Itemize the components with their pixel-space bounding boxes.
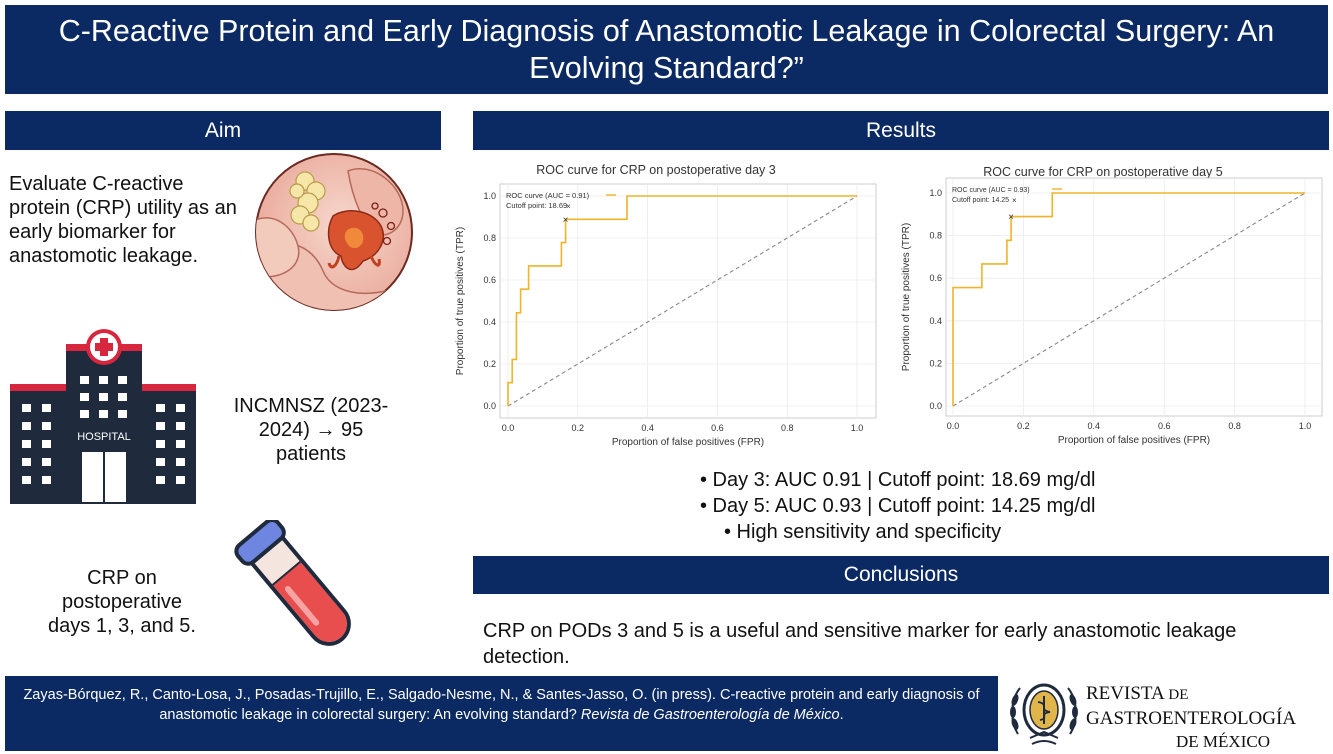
cutoff-marker: × [562, 214, 569, 226]
logo-line1-small: DE [1168, 687, 1189, 703]
diagonal-line [953, 193, 1305, 406]
y-tick-label: 0.8 [929, 230, 942, 241]
study-cohort-text: INCMNSZ (2023-2024) → 95 patients [233, 395, 389, 465]
title-banner [5, 5, 1328, 94]
aim-text: Evaluate C-reactive protein (CRP) utility as an early biomarker for anastomotic leakage. [9, 173, 237, 267]
x-tick-label: 1.0 [1298, 421, 1312, 431]
logo-line3: DE MÉXICO [1176, 732, 1270, 751]
plot-frame [500, 184, 876, 418]
legend-cutoff-label: Cutoff point: 14.25 [952, 197, 1010, 204]
chart-legend [952, 187, 1062, 205]
chart-legend [506, 191, 616, 211]
citation-text: Zayas-Bórquez, R., Canto-Losa, J., Posadas-Trujillo, E., Salgado-Nesme, N., & Santes-Jasso, O. (in press). C-reactive protein and early diagnosis of anastomotic leakage in colorectal surgery: An evolving standard? [23, 687, 980, 723]
legend-roc-label: ROC curve (AUC = 0.91) [506, 191, 590, 200]
result-day3: • Day 3: AUC 0.91 | Cutoff point: 18.69 mg/dl [700, 469, 1096, 491]
axis-ticks [483, 191, 863, 433]
hospital-icon [10, 326, 198, 506]
y-tick-label: 0.4 [483, 317, 496, 327]
citation-end: . [839, 707, 844, 723]
grid [500, 184, 876, 418]
hospital-sign: HOSPITAL [77, 431, 131, 443]
results-header: Results [473, 111, 1329, 150]
journal-logo-text [1086, 682, 1332, 753]
legend-roc-label: ROC curve (AUC = 0.93) [952, 187, 1030, 194]
citation-journal: Revista de Gastroenterología de México [580, 707, 840, 723]
x-tick-label: 0.8 [1228, 421, 1241, 431]
logo-line1-main: REVISTA [1086, 683, 1164, 704]
roc-chart-day3 [452, 156, 882, 452]
x-tick-label: 0.2 [1017, 421, 1030, 431]
y-tick-label: 1.0 [483, 191, 496, 201]
result-sensitivity: • High sensitivity and specificity [724, 521, 1002, 543]
roc-chart-day5 [898, 158, 1324, 450]
legend-cutoff-swatch: × [566, 202, 571, 211]
x-tick-label: 0.2 [571, 423, 585, 433]
conclusions-header: Conclusions [473, 556, 1329, 594]
journal-seal-logo [1006, 674, 1082, 750]
y-tick-label: 0.2 [483, 359, 496, 369]
x-tick-label: 0.4 [641, 423, 654, 433]
y-tick-label: 0.4 [929, 315, 942, 326]
legend-cutoff-swatch: × [1012, 196, 1017, 205]
x-tick-label: 0.0 [946, 421, 960, 431]
chart-title: ROC curve for CRP on postoperative day 3 [536, 163, 776, 177]
x-tick-label: 0.6 [1157, 421, 1171, 431]
page-title: C-Reactive Protein and Early Diagnosis of Anastomotic Leakage in Colorectal Surgery: An Evolving Standard?” [58, 13, 1275, 85]
y-tick-label: 0.8 [483, 233, 496, 243]
x-tick-label: 0.8 [780, 423, 794, 433]
logo-line2: GASTROENTEROLOGÍA [1086, 708, 1297, 729]
x-tick-label: 0.4 [1087, 421, 1101, 431]
crp-days-text: CRP on postoperative days 1, 3, and 5. [48, 567, 196, 637]
y-tick-label: 1.0 [929, 188, 942, 198]
test-tube-icon [232, 520, 382, 660]
citation-box [5, 676, 998, 751]
y-axis-label: Proportion of true positives (TPR) [901, 222, 912, 372]
x-tick-label: 0.6 [711, 423, 724, 433]
y-tick-label: 0.2 [929, 358, 942, 369]
diagonal-line [508, 196, 857, 406]
results-bullets [700, 467, 1220, 545]
y-tick-label: 0.6 [483, 275, 496, 285]
y-tick-label: 0.6 [929, 273, 942, 284]
conclusion-text: CRP on PODs 3 and 5 is a useful and sensitive marker for early anastomotic leakage detection. [483, 620, 1237, 668]
x-axis-label: Proportion of false positives (FPR) [611, 437, 765, 448]
x-tick-label: 0.0 [501, 423, 515, 433]
cutoff-marker: × [1008, 212, 1015, 224]
aim-header: Aim [5, 111, 441, 150]
chart-title: ROC curve for CRP on postoperative day 5 [983, 165, 1223, 179]
legend-cutoff-label: Cutoff point: 18.69 [506, 201, 568, 210]
result-day5: • Day 5: AUC 0.93 | Cutoff point: 14.25 mg/dl [700, 495, 1096, 517]
x-axis-label: Proportion of false positives (FPR) [1057, 435, 1211, 446]
y-tick-label: 0.0 [929, 401, 942, 411]
x-tick-label: 1.0 [850, 423, 864, 433]
y-axis-label: Proportion of true positives (TPR) [455, 226, 466, 376]
y-tick-label: 0.0 [483, 401, 496, 411]
colon-leak-illustration [253, 151, 415, 313]
